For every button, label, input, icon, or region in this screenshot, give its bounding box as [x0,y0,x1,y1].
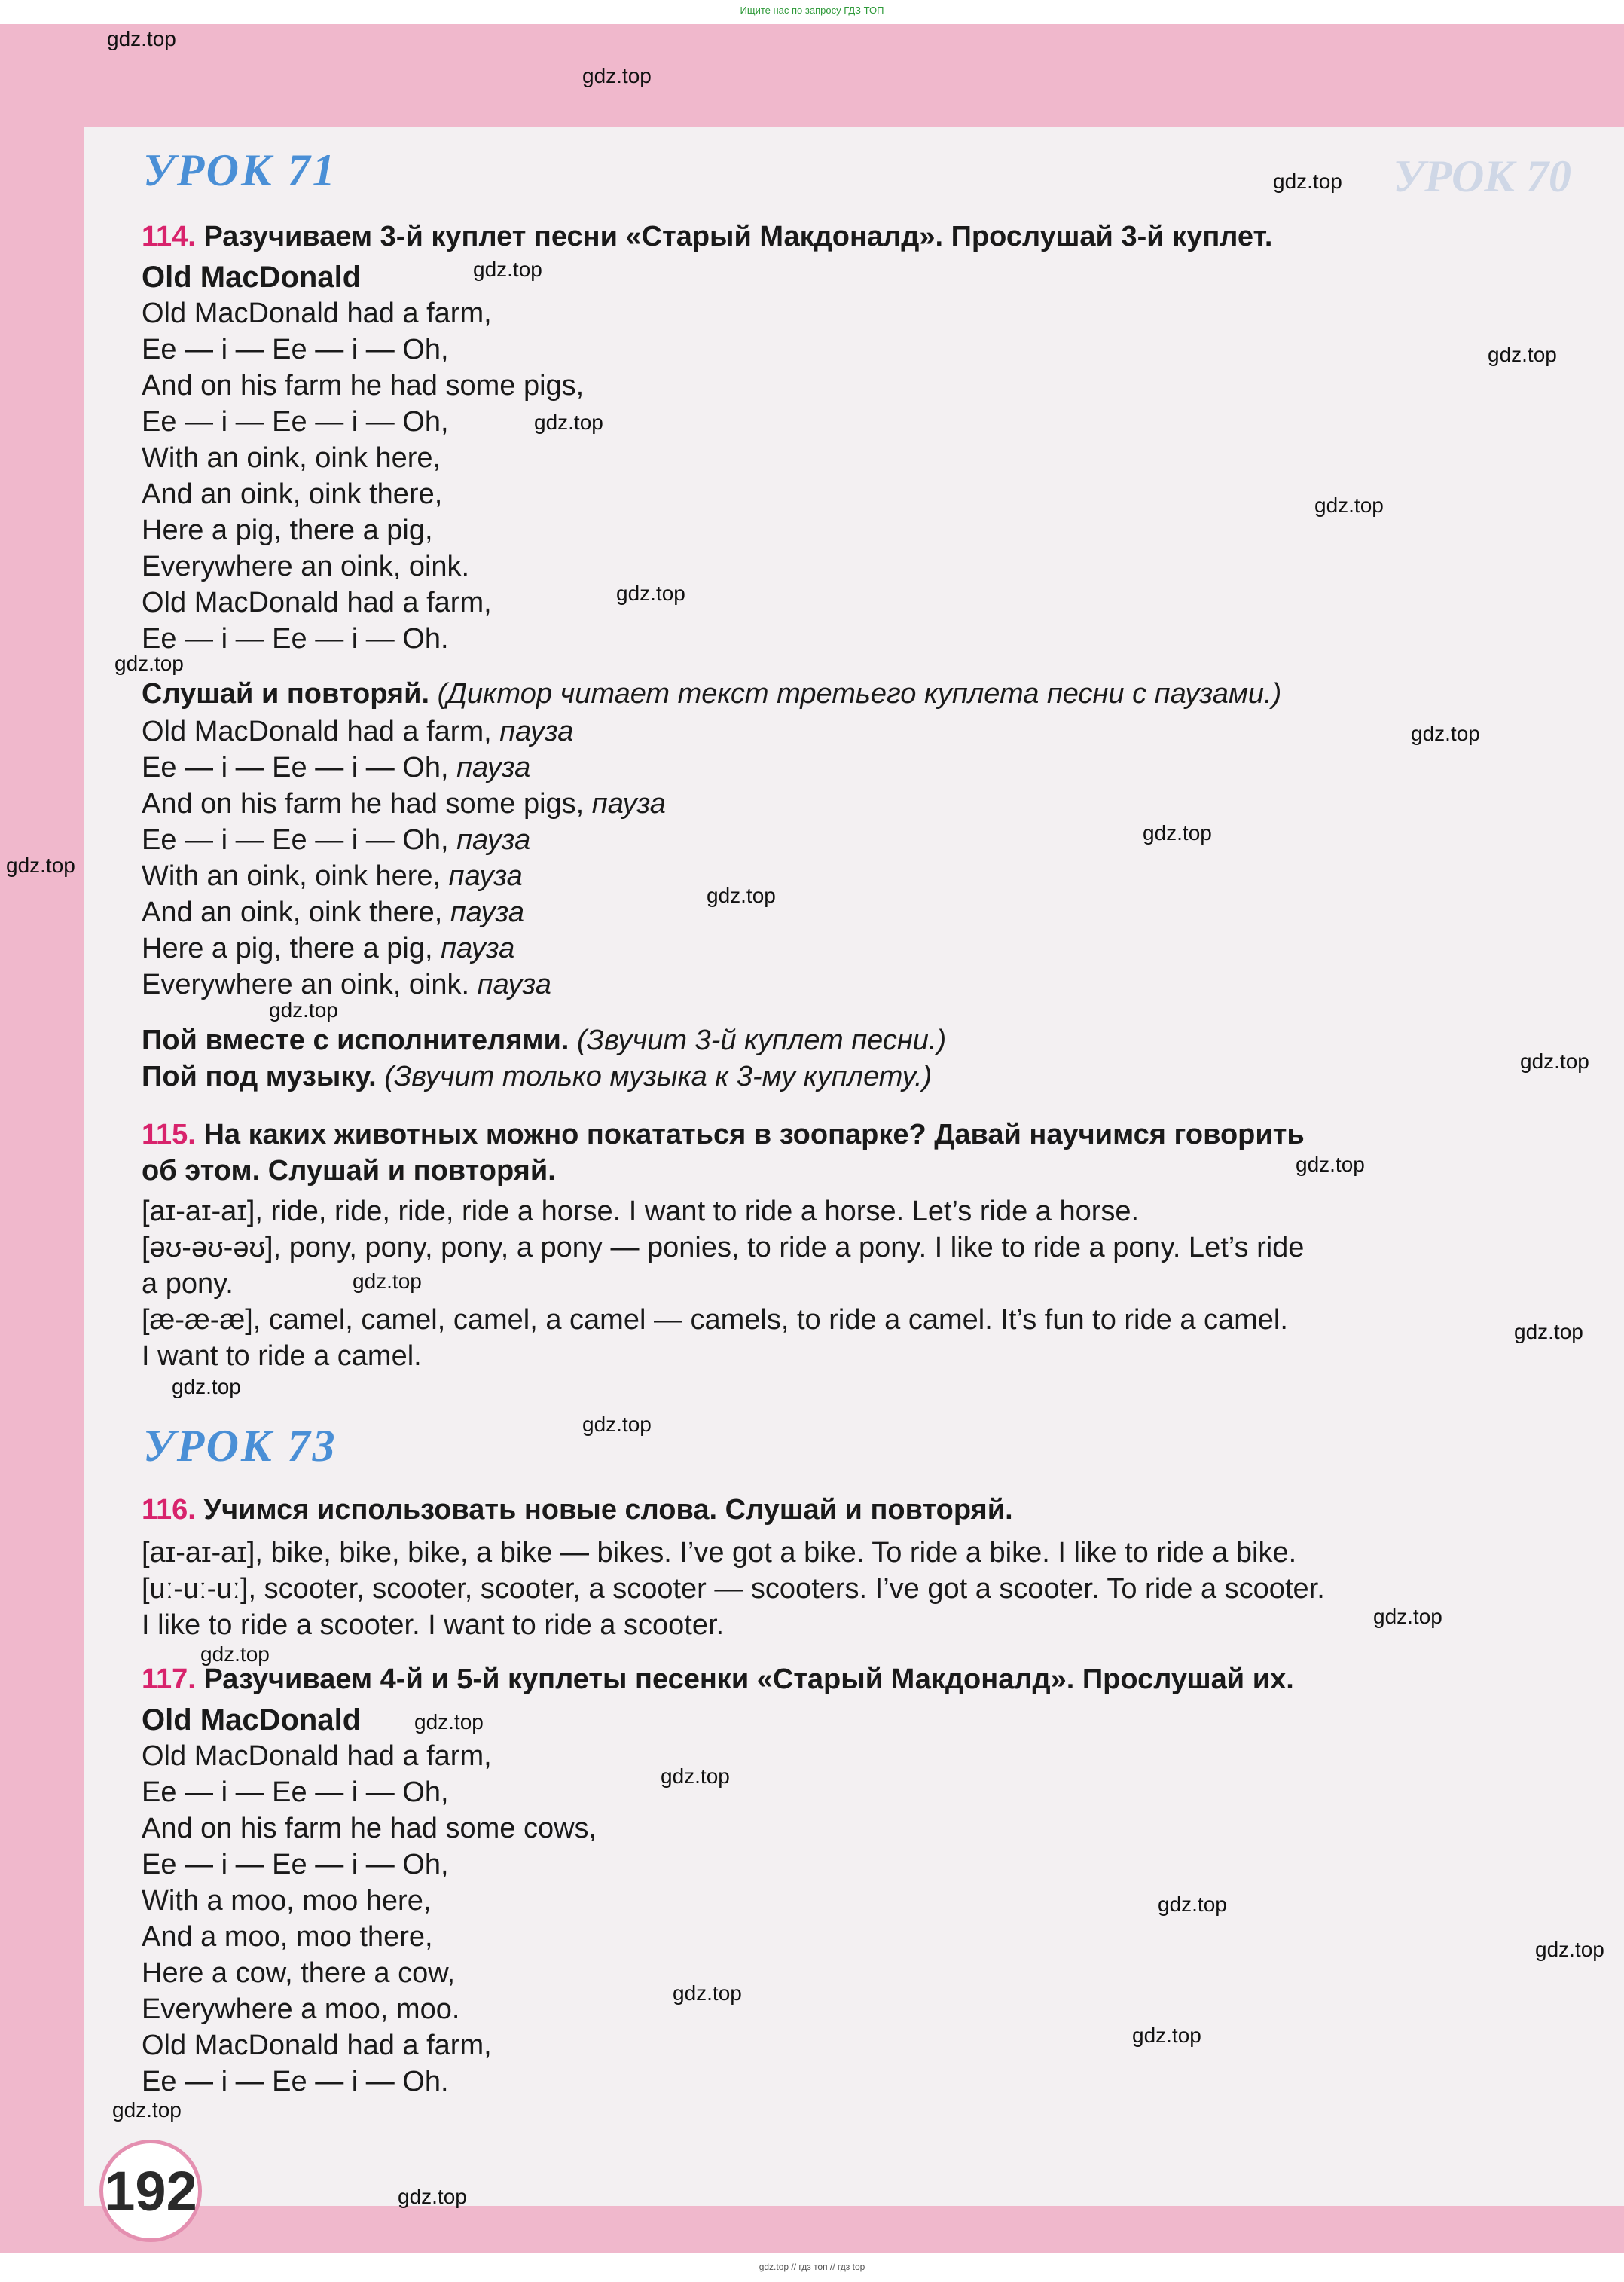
page-number: 192 [99,2140,202,2242]
watermark: gdz.top [1535,1938,1604,1961]
song-line: Ee — i — Ee — i — Oh, [142,1849,449,1880]
pause-word: пауза [456,752,531,784]
phonetic-line: [æ-æ-æ], camel, camel, camel, a camel — camels, to ride a camel. It’s fun to ride a camel. [142,1304,1288,1336]
watermark: gdz.top [473,258,542,281]
song-line: Here a pig, there a pig, [142,515,433,546]
watermark: gdz.top [114,652,184,675]
song-line: With a moo, moo here, [142,1885,432,1917]
pause-line-text: And an oink, oink there, [142,897,443,928]
song-line: Ee — i — Ee — i — Oh, [142,406,449,438]
watermark: gdz.top [269,998,338,1022]
phonetic-line: I like to ride a scooter. I want to ride a scooter. [142,1609,725,1641]
song-line: Here a cow, there a cow, [142,1957,456,1989]
pause-word: пауза [441,933,515,964]
song-line: Ee — i — Ee — i — Oh. [142,2066,449,2097]
song-line: And on his farm he had some pigs, [142,370,585,402]
sing-label: Пой вместе с исполнителями. [142,1025,569,1056]
watermark: gdz.top [414,1710,484,1734]
watermark: gdz.top [112,2098,182,2122]
watermark: gdz.top [1373,1605,1442,1628]
song-line: Old MacDonald had a farm, [142,298,492,329]
song-line: And a moo, moo there, [142,1921,433,1953]
watermark: gdz.top [200,1642,270,1666]
exercise-115-heading-line2: об этом. Слушай и повторяй. [142,1155,556,1187]
exercise-117-number: 117. [142,1663,196,1695]
pause-line [142,931,514,966]
phonetic-line: [aɪ-aɪ-aɪ], ride, ride, ride, ride a horse. I want to ride a horse. Let’s ride a horse. [142,1196,1140,1227]
ghost-heading: УРОК 70 [1393,151,1571,201]
watermark: gdz.top [707,884,776,907]
phonetic-line: [uː-uː-uː], scooter, scooter, scooter, a scooter — scooters. I’ve got a scooter. To ride a scooter. [142,1573,1325,1605]
watermark: gdz.top [1488,343,1557,366]
sing-instruction [142,1023,946,1058]
music-label: Пой под музыку. [142,1061,377,1092]
watermark: gdz.top [616,582,685,605]
pause-word: пауза [456,824,531,856]
exercise-114-heading [142,218,1513,255]
pause-word: пауза [477,969,551,1000]
phonetic-line: a pony. [142,1268,234,1300]
phonetic-line: I want to ride a camel. [142,1340,422,1372]
pause-line-text: And on his farm he had some pigs, [142,788,585,820]
watermark: gdz.top [1143,821,1212,845]
listen-instruction [142,677,1281,711]
watermark: gdz.top [1314,493,1384,517]
song-title: Old MacDonald [142,1703,362,1737]
pause-word: пауза [450,897,524,928]
watermark: gdz.top [172,1375,241,1398]
watermark: gdz.top [353,1269,422,1293]
listen-label: Слушай и повторяй. [142,678,430,710]
watermark: gdz.top [661,1764,730,1788]
lesson-73-title: УРОК 73 [143,1421,337,1471]
bottom-banner-text: gdz.top // гдз топ // гдз top [759,2262,865,2272]
pause-line-text: Everywhere an oink, oink. [142,969,470,1000]
lesson-71-title: УРОК 71 [143,145,337,195]
song-line: Everywhere an oink, oink. [142,551,470,582]
watermark: gdz.top [1273,170,1342,193]
exercise-115-heading-line1: На каких животных можно покататься в зоопарке? Давай научимся говорить [203,1119,1305,1150]
exercise-115-number: 115. [142,1119,196,1150]
phonetic-line: [əʊ-əʊ-əʊ], pony, pony, pony, a pony — ponies, to ride a pony. I like to ride a pony. Let’s ride [142,1232,1305,1263]
song-line: Old MacDonald had a farm, [142,1740,492,1772]
pause-line-text: Here a pig, there a pig, [142,933,433,964]
exercise-114-heading-text: Разучиваем 3-й куплет песни «Старый Макдоналд». Прослушай 3-й куплет. [203,221,1273,252]
watermark: gdz.top [1411,722,1480,745]
pause-line-text: Ee — i — Ee — i — Oh, [142,752,449,784]
watermark: gdz.top [1132,2024,1201,2047]
watermark: gdz.top [1296,1153,1365,1176]
listen-note: (Диктор читает текст третьего куплета песни с паузами.) [437,678,1282,710]
exercise-116-number: 116. [142,1494,196,1526]
watermark: gdz.top [1520,1049,1589,1073]
pause-line-text: Old MacDonald had a farm, [142,716,492,747]
song-line: And on his farm he had some cows, [142,1813,597,1844]
pause-word: пауза [499,716,574,747]
music-instruction [142,1059,932,1094]
sing-note: (Звучит 3-й куплет песни.) [576,1025,947,1056]
pause-line [142,895,524,930]
exercise-114-number: 114. [142,221,196,252]
song-line: Old MacDonald had a farm, [142,2030,492,2061]
pause-line-text: Ee — i — Ee — i — Oh, [142,824,449,856]
watermark: gdz.top [582,1413,652,1436]
phonetic-line: [aɪ-aɪ-aɪ], bike, bike, bike, a bike — bikes. I’ve got a bike. To ride a bike. I like to ride a bike. [142,1537,1297,1569]
pause-line [142,787,666,821]
song-line: Ee — i — Ee — i — Oh. [142,623,449,655]
exercise-116-heading [142,1492,1513,1528]
pause-line-text: With an oink, oink here, [142,860,441,892]
watermark: gdz.top [673,1981,742,2005]
song-line: Old MacDonald had a farm, [142,587,492,619]
pause-word: пауза [591,788,666,820]
pause-line [142,859,523,894]
song-line: Everywhere a moo, moo. [142,1993,460,2025]
song-line: And an oink, oink there, [142,478,443,510]
watermark: gdz.top [582,64,652,87]
exercise-116-heading-text: Учимся использовать новые слова. Слушай и повторяй. [203,1494,1013,1526]
song-line: Ee — i — Ee — i — Oh, [142,1776,449,1808]
pause-line [142,750,530,785]
music-note: (Звучит только музыка к 3-му куплету.) [384,1061,933,1092]
song-line: Ee — i — Ee — i — Oh, [142,334,449,365]
watermark: gdz.top [6,854,75,877]
watermark: gdz.top [534,411,603,434]
song-title: Old MacDonald [142,261,362,294]
exercise-117-heading-text: Разучиваем 4-й и 5-й куплеты песенки «Старый Макдоналд». Прослушай их. [203,1663,1294,1695]
exercise-117-heading [142,1661,1513,1697]
top-banner-text: Ищите нас по запросу ГДЗ ТОП [740,5,884,16]
song-line: With an oink, oink here, [142,442,441,474]
pause-line [142,714,573,749]
watermark: gdz.top [1158,1893,1227,1916]
pause-line [142,823,530,857]
pause-line [142,967,551,1002]
watermark: gdz.top [107,27,176,50]
watermark: gdz.top [398,2185,467,2208]
watermark: gdz.top [1514,1320,1583,1343]
pause-word: пауза [448,860,523,892]
